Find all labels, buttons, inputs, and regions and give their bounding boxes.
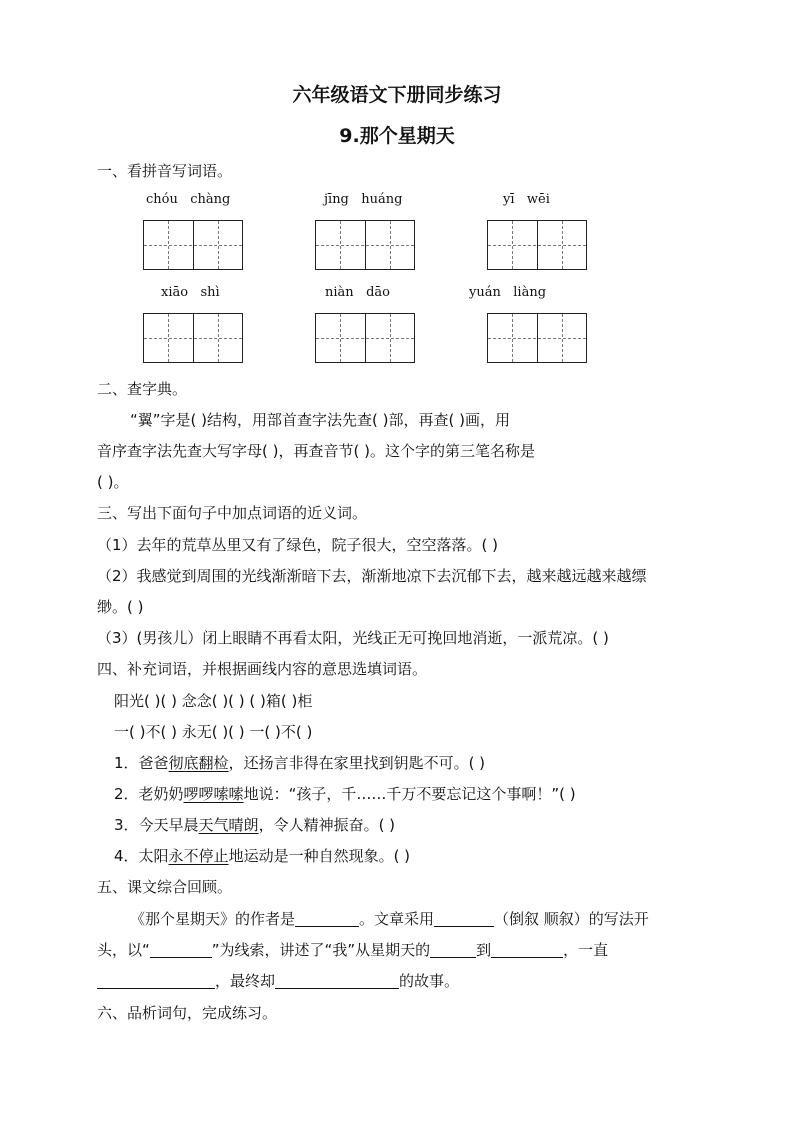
grid-guide-line	[390, 221, 391, 269]
section-4-heading: 四、补充词语，并根据画线内容的意思选填词语。	[97, 660, 428, 678]
grid-guide-line	[168, 314, 169, 362]
underlined-phrase: 啰啰嗦嗦	[183, 785, 244, 803]
synonym-question-continuation: 缈。( )	[97, 598, 144, 616]
idiom-fill-row: 一( )不( ) 永无( )( ) 一( )不( )	[114, 723, 313, 741]
grid-guide-line	[144, 245, 242, 246]
writing-grid[interactable]	[315, 220, 415, 270]
grid-guide-line	[512, 221, 513, 269]
grid-guide-line	[488, 245, 586, 246]
answer-blank	[275, 972, 399, 989]
grid-guide-line	[562, 221, 563, 269]
grid-guide-line	[390, 314, 391, 362]
underlined-sentence: 4．太阳永不停止地运动是一种自然现象。( )	[114, 847, 411, 865]
grid-guide-line	[218, 221, 219, 269]
answer-blank	[491, 941, 563, 958]
idiom-fill-row: 阳光( )( ) 念念( )( ) ( )箱( )柜	[114, 692, 313, 710]
underlined-phrase: 天气晴朗	[198, 816, 259, 834]
grid-guide-line	[316, 245, 414, 246]
section-3-heading: 三、写出下面句子中加点词语的近义词。	[97, 504, 368, 522]
pinyin-label: yī wēi	[503, 192, 550, 207]
synonym-question: （3）(男孩儿）闭上眼睛不再看太阳，光线正无可挽回地消逝，一派荒凉。( )	[97, 629, 609, 647]
writing-grid[interactable]	[143, 313, 243, 363]
grid-guide-line	[218, 314, 219, 362]
dictionary-question-line: 音序查字法先查大写字母( )，再查音节( )。这个字的第三笔名称是	[97, 442, 535, 460]
section-2-heading: 二、查字典。	[97, 380, 188, 398]
writing-grid[interactable]	[487, 313, 587, 363]
underlined-sentence: 3．今天早晨天气晴朗，令人精神振奋。( )	[114, 816, 396, 834]
pinyin-label: xiāo shì	[161, 285, 220, 300]
grid-guide-line	[562, 314, 563, 362]
underlined-sentence: 2．老奶奶啰啰嗦嗦地说：“孩子，千……千万不要忘记这个事啊！”( )	[114, 785, 576, 803]
grid-guide-line	[512, 314, 513, 362]
review-line: 《那个星期天》的作者是 。文章采用 （倒叙 顺叙）的写法开	[130, 910, 649, 928]
section-5-heading: 五、课文综合回顾。	[97, 878, 233, 896]
review-line: 头，以“ ”为线索，讲述了“我”从星期天的 到 ，一直	[97, 941, 609, 959]
grid-guide-line	[168, 221, 169, 269]
page-title: 六年级语文下册同步练习	[292, 84, 502, 106]
pinyin-label: yuán liàng	[469, 285, 547, 300]
pinyin-label: niàn dāo	[325, 285, 390, 300]
answer-blank	[295, 910, 359, 927]
answer-blank	[150, 941, 212, 958]
grid-guide-line	[316, 338, 414, 339]
writing-grid[interactable]	[143, 220, 243, 270]
writing-grid[interactable]	[487, 220, 587, 270]
grid-guide-line	[340, 221, 341, 269]
writing-grid[interactable]	[315, 313, 415, 363]
lesson-subtitle: 9.那个星期天	[339, 125, 455, 147]
grid-guide-line	[144, 338, 242, 339]
underlined-sentence: 1．爸爸彻底翻检，还扬言非得在家里找到钥匙不可。( )	[114, 754, 486, 772]
answer-blank	[97, 972, 215, 989]
grid-guide-line	[340, 314, 341, 362]
review-line: ，最终却 的故事。	[97, 970, 459, 991]
underlined-phrase: 彻底翻检	[168, 754, 229, 772]
dictionary-question-line: ( )。	[97, 473, 129, 491]
answer-blank	[430, 941, 476, 958]
dictionary-question-line: “翼”字是( )结构，用部首查字法先查( )部，再查( )画，用	[130, 411, 510, 429]
pinyin-label: jīng huáng	[324, 192, 403, 207]
answer-blank	[434, 910, 494, 927]
section-1-heading: 一、看拼音写词语。	[97, 162, 233, 180]
synonym-question: （1）去年的荒草丛里又有了绿色，院子很大，空空落落。( )	[97, 536, 499, 554]
synonym-question: （2）我感觉到周围的光线渐渐暗下去，渐渐地凉下去沉郁下去，越来越远越来越缥	[97, 567, 647, 585]
grid-guide-line	[488, 338, 586, 339]
underlined-phrase: 永不停止	[168, 847, 229, 865]
section-6-heading: 六、品析词句，完成练习。	[97, 1004, 278, 1022]
pinyin-label: chóu chàng	[146, 192, 231, 207]
